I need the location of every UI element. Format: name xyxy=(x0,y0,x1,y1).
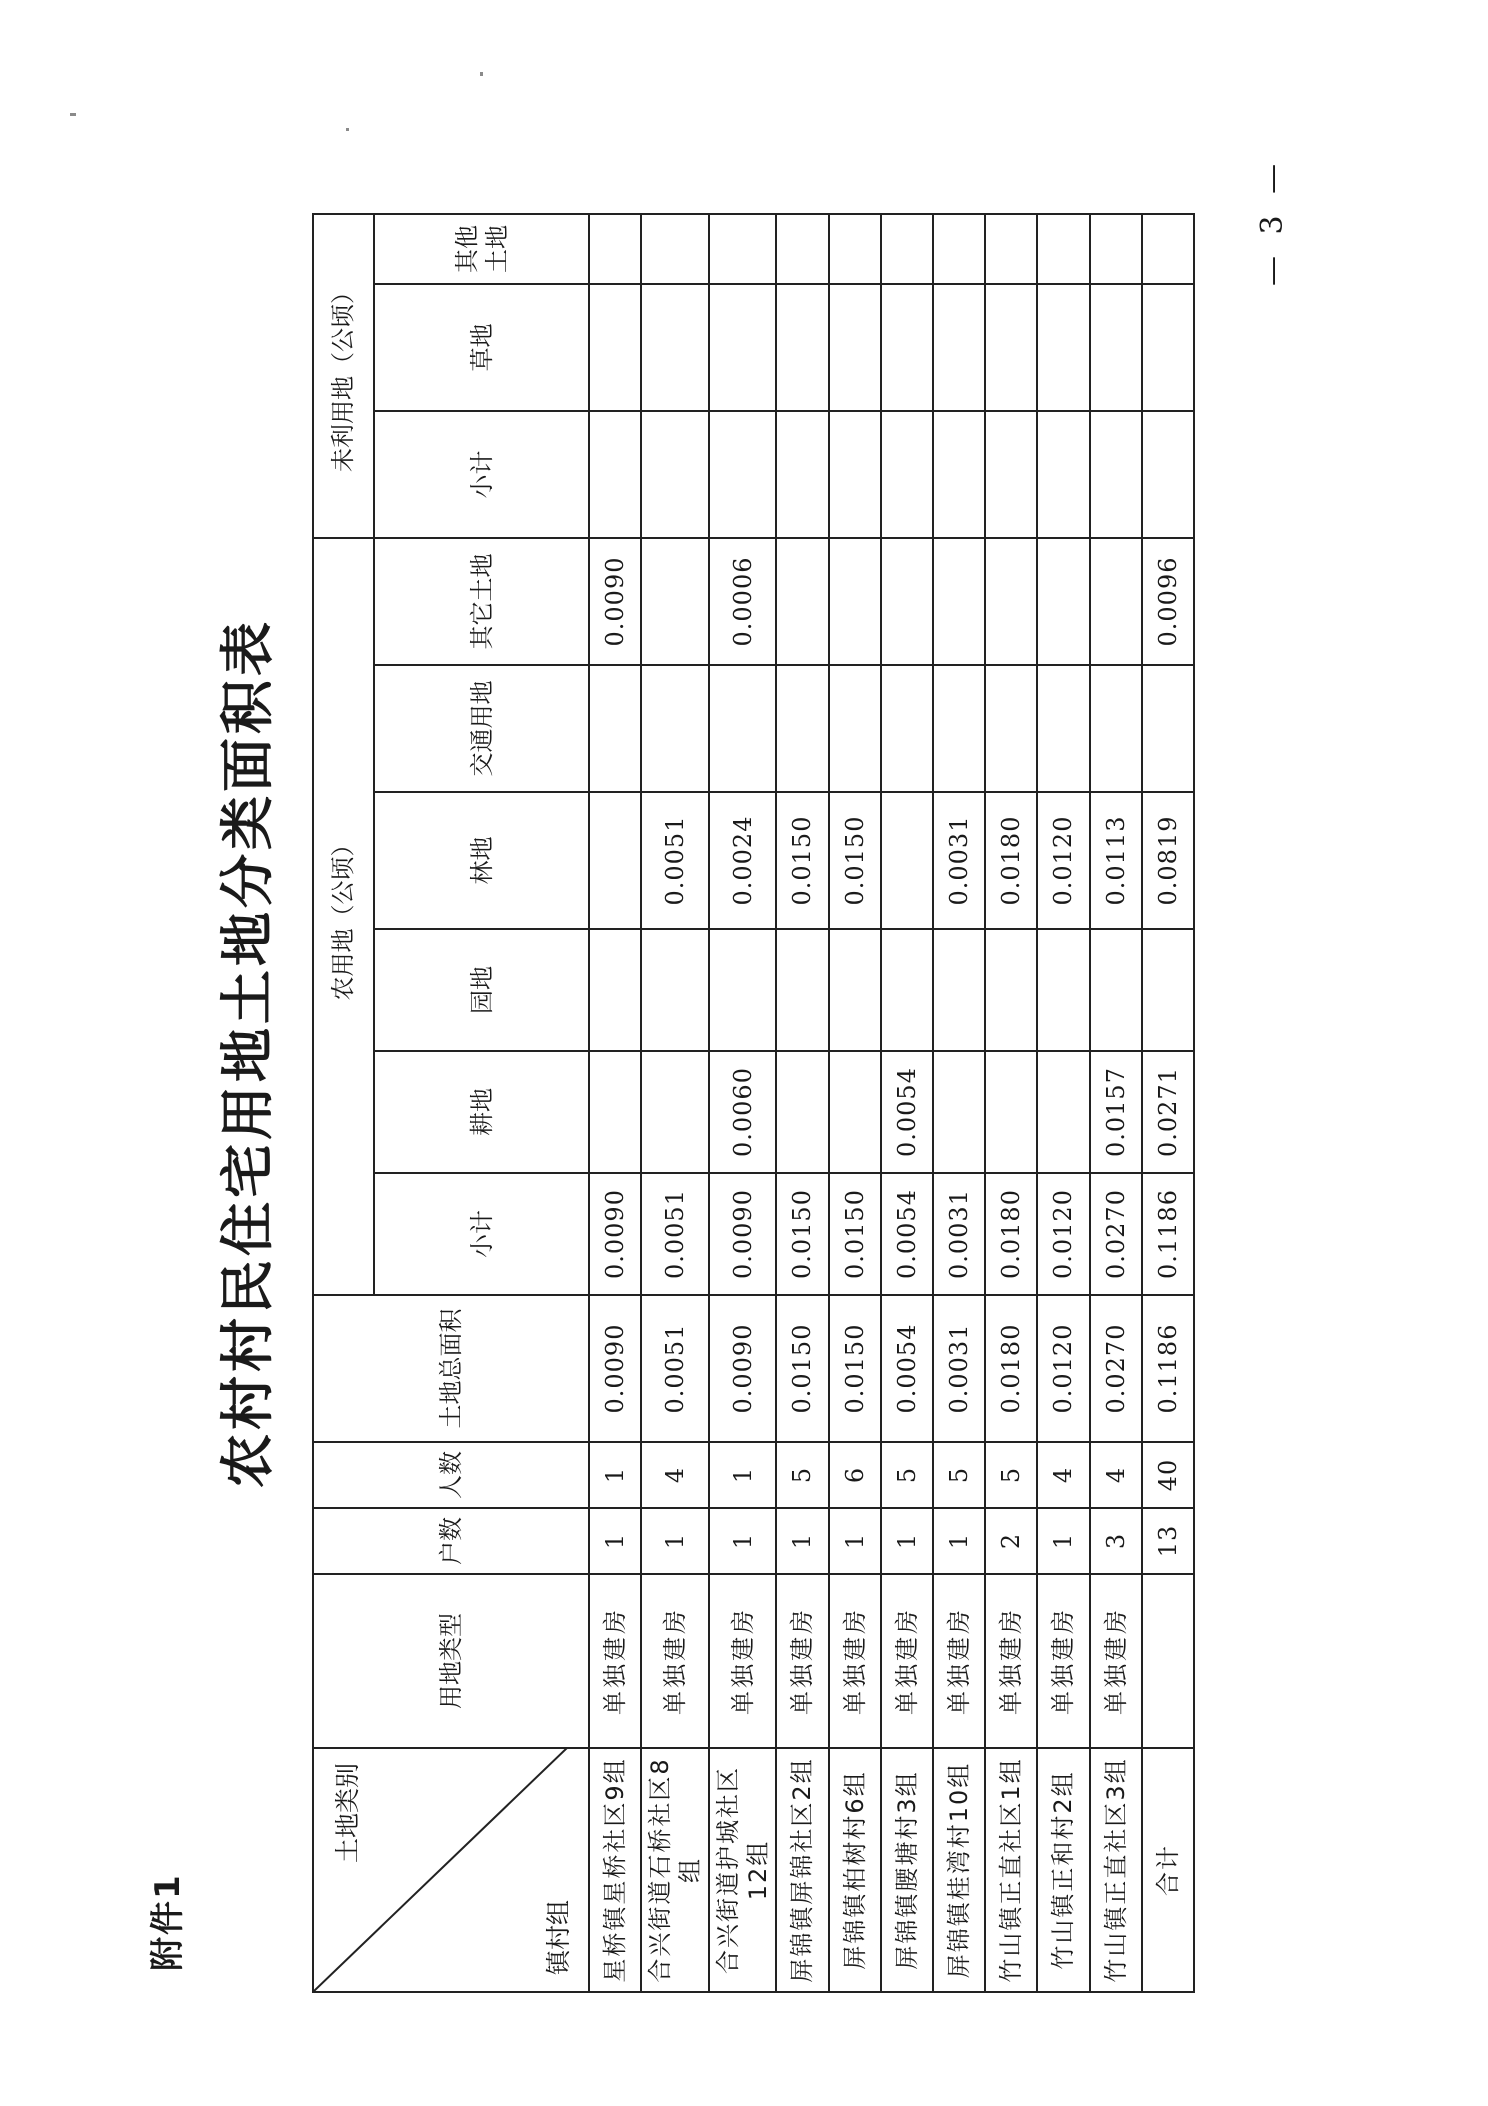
header-forest: 林地 xyxy=(374,792,589,929)
cell-forest: 0.0150 xyxy=(829,792,881,929)
cell-other-land xyxy=(641,538,708,665)
cell-total-area: 0.0150 xyxy=(776,1295,828,1442)
cell-persons: 1 xyxy=(589,1442,641,1508)
cell-grass xyxy=(776,284,828,411)
total-row xyxy=(1142,214,1194,1992)
cell-village: 合计 xyxy=(1142,1748,1194,1992)
cell-grass xyxy=(829,284,881,411)
cell-total-area: 0.1186 xyxy=(1142,1295,1194,1442)
cell-agri-subtotal: 0.0090 xyxy=(589,1173,641,1295)
cell-forest: 0.0024 xyxy=(709,792,776,929)
cell-garden xyxy=(776,929,828,1051)
header-grass: 草地 xyxy=(374,284,589,411)
cell-unused-subtotal xyxy=(589,411,641,538)
land-area-table xyxy=(312,213,1195,1993)
cell-transport xyxy=(829,665,881,792)
cell-households: 1 xyxy=(776,1508,828,1574)
cell-agri-subtotal: 0.0051 xyxy=(641,1173,708,1295)
cell-total-area: 0.0150 xyxy=(829,1295,881,1442)
cell-garden xyxy=(1142,929,1194,1051)
cell-other-land: 0.0090 xyxy=(589,538,641,665)
cell-transport xyxy=(881,665,933,792)
cell-agri-subtotal: 0.0270 xyxy=(1090,1173,1142,1295)
table-row xyxy=(641,214,708,1992)
table-row xyxy=(709,214,776,1992)
cell-land-type: 单独建房 xyxy=(985,1574,1037,1748)
cell-land-type: 单独建房 xyxy=(776,1574,828,1748)
cell-cultivated xyxy=(985,1051,1037,1173)
cell-transport xyxy=(1037,665,1089,792)
cell-village: 屏锦镇桂湾村10组 xyxy=(933,1748,985,1992)
cell-garden xyxy=(641,929,708,1051)
scan-speck xyxy=(70,113,76,116)
cell-unused-subtotal xyxy=(881,411,933,538)
cell-persons: 5 xyxy=(881,1442,933,1508)
cell-persons: 5 xyxy=(933,1442,985,1508)
table-row xyxy=(933,214,985,1992)
cell-unused-other xyxy=(1037,214,1089,284)
cell-unused-subtotal xyxy=(1090,411,1142,538)
cell-households: 1 xyxy=(641,1508,708,1574)
table-row xyxy=(985,214,1037,1992)
cell-garden xyxy=(829,929,881,1051)
cell-unused-other xyxy=(776,214,828,284)
cell-unused-subtotal xyxy=(641,411,708,538)
cell-garden xyxy=(1090,929,1142,1051)
cell-village: 星桥镇星桥社区9组 xyxy=(589,1748,641,1992)
cell-persons: 4 xyxy=(641,1442,708,1508)
cell-persons: 4 xyxy=(1090,1442,1142,1508)
cell-grass xyxy=(709,284,776,411)
cell-persons: 4 xyxy=(1037,1442,1089,1508)
table-row xyxy=(881,214,933,1992)
cell-forest: 0.0150 xyxy=(776,792,828,929)
cell-grass xyxy=(1142,284,1194,411)
cell-forest xyxy=(589,792,641,929)
cell-households: 1 xyxy=(709,1508,776,1574)
cell-other-land: 0.0006 xyxy=(709,538,776,665)
cell-unused-subtotal xyxy=(985,411,1037,538)
cell-land-type: 单独建房 xyxy=(933,1574,985,1748)
cell-agri-subtotal: 0.0150 xyxy=(829,1173,881,1295)
cell-land-type: 单独建房 xyxy=(1090,1574,1142,1748)
cell-agri-subtotal: 0.0180 xyxy=(985,1173,1037,1295)
cell-unused-other xyxy=(709,214,776,284)
cell-persons: 6 xyxy=(829,1442,881,1508)
cell-forest: 0.0819 xyxy=(1142,792,1194,929)
table-row xyxy=(1037,214,1089,1992)
scan-speck xyxy=(480,72,483,76)
cell-households: 2 xyxy=(985,1508,1037,1574)
cell-forest: 0.0113 xyxy=(1090,792,1142,929)
cell-unused-other xyxy=(881,214,933,284)
table-row xyxy=(1090,214,1142,1992)
cell-transport xyxy=(776,665,828,792)
cell-cultivated xyxy=(829,1051,881,1173)
cell-forest: 0.0180 xyxy=(985,792,1037,929)
cell-transport xyxy=(641,665,708,792)
cell-households: 13 xyxy=(1142,1508,1194,1574)
header-persons: 人数 xyxy=(313,1442,589,1508)
cell-transport xyxy=(1142,665,1194,792)
header-village-group: 镇村组 xyxy=(544,1899,573,1975)
header-agri-subtotal: 小计 xyxy=(374,1173,589,1295)
cell-garden xyxy=(709,929,776,1051)
cell-garden xyxy=(985,929,1037,1051)
cell-other-land xyxy=(776,538,828,665)
page-number: — 3 — xyxy=(1255,157,1290,286)
cell-persons: 5 xyxy=(985,1442,1037,1508)
cell-other-land: 0.0096 xyxy=(1142,538,1194,665)
cell-unused-other xyxy=(829,214,881,284)
cell-land-type: 单独建房 xyxy=(881,1574,933,1748)
cell-grass xyxy=(641,284,708,411)
cell-unused-other xyxy=(933,214,985,284)
header-garden: 园地 xyxy=(374,929,589,1051)
header-land-category: 土地类别 xyxy=(333,1763,362,1864)
cell-unused-other xyxy=(641,214,708,284)
cell-grass xyxy=(933,284,985,411)
cell-agri-subtotal: 0.0090 xyxy=(709,1173,776,1295)
header-land-type: 用地类型 xyxy=(313,1574,589,1748)
header-unused-other: 其他土地 xyxy=(374,214,589,284)
cell-unused-other xyxy=(1090,214,1142,284)
cell-total-area: 0.0054 xyxy=(881,1295,933,1442)
cell-other-land xyxy=(829,538,881,665)
cell-other-land xyxy=(1037,538,1089,665)
cell-land-type: 单独建房 xyxy=(641,1574,708,1748)
page-title: 农村村民住宅用地土地分类面积表 xyxy=(216,618,279,1488)
cell-other-land xyxy=(985,538,1037,665)
cell-agri-subtotal: 0.0054 xyxy=(881,1173,933,1295)
cell-total-area: 0.0031 xyxy=(933,1295,985,1442)
cell-cultivated: 0.0271 xyxy=(1142,1051,1194,1173)
cell-village: 竹山镇正和村2组 xyxy=(1037,1748,1089,1992)
cell-agri-subtotal: 0.0120 xyxy=(1037,1173,1089,1295)
cell-grass xyxy=(1090,284,1142,411)
cell-total-area: 0.0180 xyxy=(985,1295,1037,1442)
header-row xyxy=(313,214,374,1992)
cell-village: 屏锦镇屏锦社区2组 xyxy=(776,1748,828,1992)
cell-households: 1 xyxy=(1037,1508,1089,1574)
header-agricultural-land: 农用地（公顷） xyxy=(313,538,374,1295)
cell-village: 竹山镇正直社区1组 xyxy=(985,1748,1037,1992)
cell-cultivated xyxy=(589,1051,641,1173)
header-other-land: 其它土地 xyxy=(374,538,589,665)
cell-agri-subtotal: 0.1186 xyxy=(1142,1173,1194,1295)
cell-grass xyxy=(985,284,1037,411)
cell-persons: 1 xyxy=(709,1442,776,1508)
cell-persons: 40 xyxy=(1142,1442,1194,1508)
cell-households: 1 xyxy=(589,1508,641,1574)
cell-total-area: 0.0120 xyxy=(1037,1295,1089,1442)
cell-land-type: 单独建房 xyxy=(1037,1574,1089,1748)
cell-agri-subtotal: 0.0150 xyxy=(776,1173,828,1295)
cell-unused-other xyxy=(1142,214,1194,284)
cell-transport xyxy=(589,665,641,792)
cell-forest: 0.0031 xyxy=(933,792,985,929)
header-total-area: 土地总面积 xyxy=(313,1295,589,1442)
cell-households: 1 xyxy=(829,1508,881,1574)
cell-grass xyxy=(1037,284,1089,411)
cell-cultivated xyxy=(933,1051,985,1173)
cell-cultivated xyxy=(641,1051,708,1173)
cell-unused-other xyxy=(589,214,641,284)
header-households: 户数 xyxy=(313,1508,589,1574)
cell-persons: 5 xyxy=(776,1442,828,1508)
cell-grass xyxy=(881,284,933,411)
cell-unused-subtotal xyxy=(776,411,828,538)
attachment-label: 附件1 xyxy=(148,1873,188,1971)
cell-unused-subtotal xyxy=(709,411,776,538)
cell-land-type: 单独建房 xyxy=(709,1574,776,1748)
cell-land-type: 单独建房 xyxy=(589,1574,641,1748)
cell-total-area: 0.0051 xyxy=(641,1295,708,1442)
header-unused-land: 未利用地（公顷） xyxy=(313,214,374,538)
cell-transport xyxy=(933,665,985,792)
cell-forest xyxy=(881,792,933,929)
cell-garden xyxy=(933,929,985,1051)
cell-grass xyxy=(589,284,641,411)
cell-garden xyxy=(881,929,933,1051)
cell-forest: 0.0120 xyxy=(1037,792,1089,929)
cell-unused-subtotal xyxy=(1037,411,1089,538)
cell-transport xyxy=(1090,665,1142,792)
cell-households: 3 xyxy=(1090,1508,1142,1574)
cell-garden xyxy=(1037,929,1089,1051)
cell-cultivated xyxy=(776,1051,828,1173)
cell-unused-subtotal xyxy=(829,411,881,538)
cell-other-land xyxy=(881,538,933,665)
cell-land-type: 单独建房 xyxy=(829,1574,881,1748)
scan-speck xyxy=(346,128,349,131)
table-row xyxy=(776,214,828,1992)
cell-transport xyxy=(985,665,1037,792)
cell-total-area: 0.0270 xyxy=(1090,1295,1142,1442)
cell-cultivated xyxy=(1037,1051,1089,1173)
cell-households: 1 xyxy=(933,1508,985,1574)
cell-village: 屏锦镇柏树村6组 xyxy=(829,1748,881,1992)
cell-unused-subtotal xyxy=(933,411,985,538)
cell-village: 竹山镇正直社区3组 xyxy=(1090,1748,1142,1992)
cell-land-type xyxy=(1142,1574,1194,1748)
cell-cultivated: 0.0054 xyxy=(881,1051,933,1173)
header-transport: 交通用地 xyxy=(374,665,589,792)
cell-village: 合兴街道护城社区12组 xyxy=(709,1748,776,1992)
diagonal-header-cell xyxy=(313,1748,589,1992)
cell-total-area: 0.0090 xyxy=(589,1295,641,1442)
cell-unused-subtotal xyxy=(1142,411,1194,538)
cell-agri-subtotal: 0.0031 xyxy=(933,1173,985,1295)
cell-village: 合兴街道石桥社区8组 xyxy=(641,1748,708,1992)
header-unused-subtotal: 小计 xyxy=(374,411,589,538)
table-row xyxy=(829,214,881,1992)
cell-other-land xyxy=(933,538,985,665)
cell-cultivated: 0.0157 xyxy=(1090,1051,1142,1173)
header-cultivated: 耕地 xyxy=(374,1051,589,1173)
cell-unused-other xyxy=(985,214,1037,284)
cell-cultivated: 0.0060 xyxy=(709,1051,776,1173)
cell-village: 屏锦镇腰塘村3组 xyxy=(881,1748,933,1992)
cell-total-area: 0.0090 xyxy=(709,1295,776,1442)
table-row xyxy=(589,214,641,1992)
cell-households: 1 xyxy=(881,1508,933,1574)
cell-forest: 0.0051 xyxy=(641,792,708,929)
cell-garden xyxy=(589,929,641,1051)
cell-transport xyxy=(709,665,776,792)
cell-other-land xyxy=(1090,538,1142,665)
